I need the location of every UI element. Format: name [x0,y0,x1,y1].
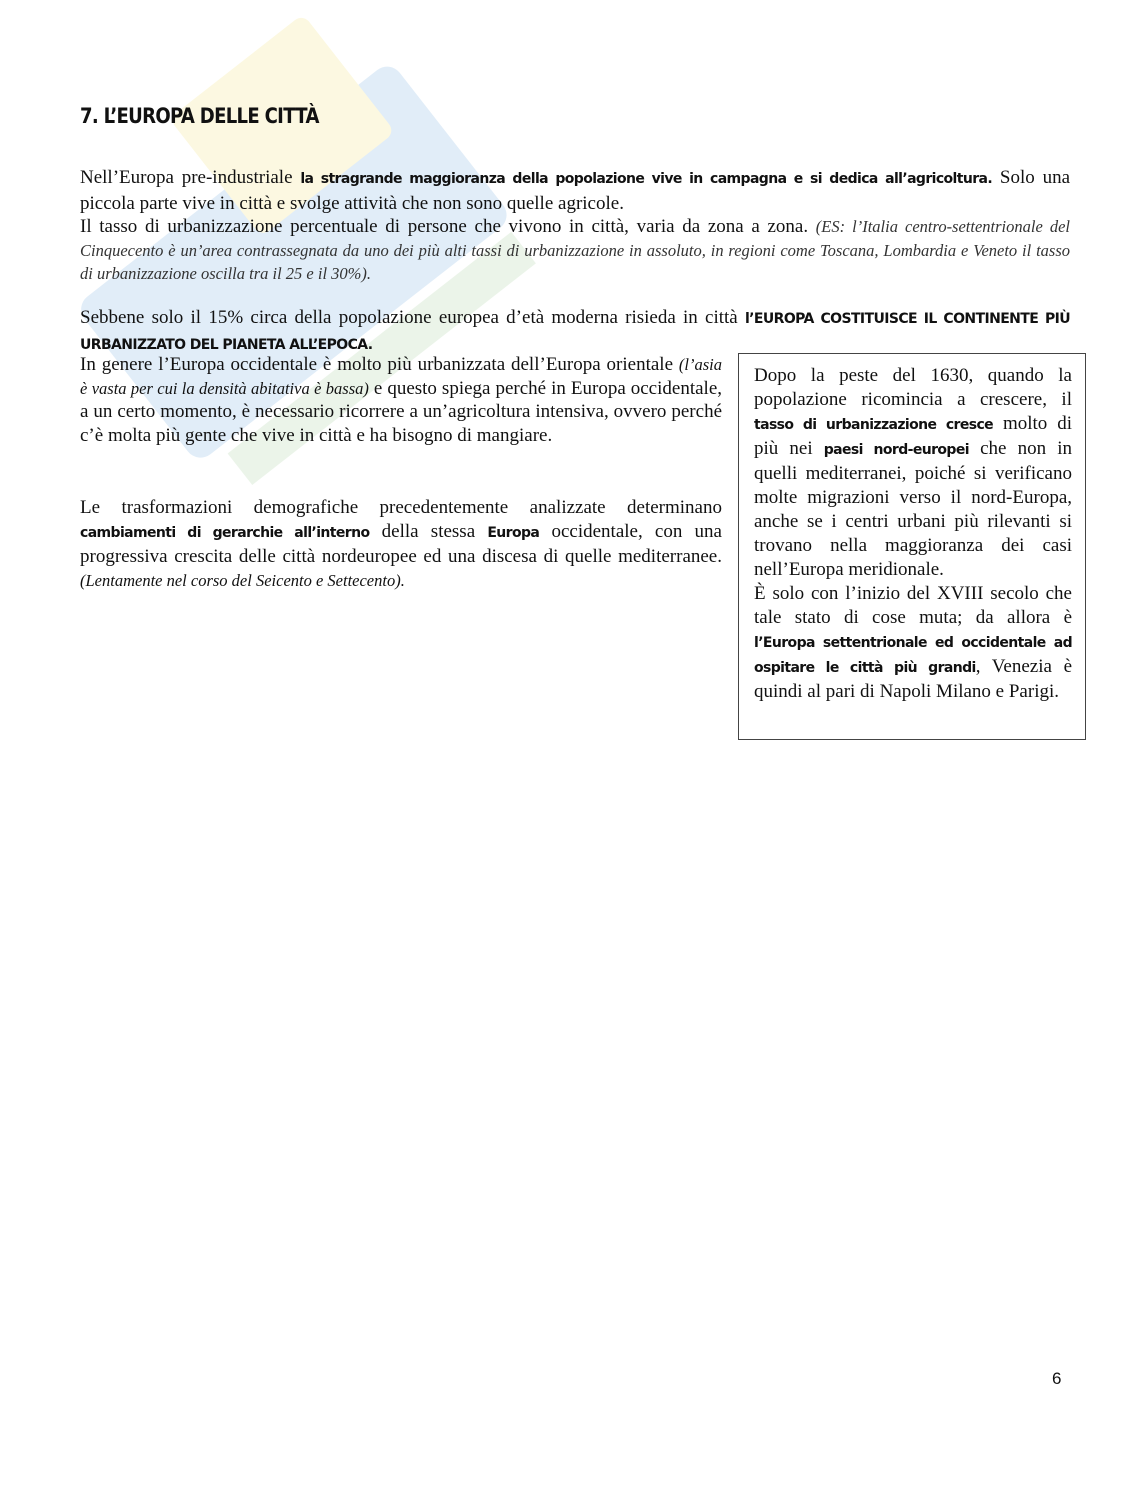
paragraph-pre-industrial: Nell’Europa pre-industriale la stragrande maggioranza della popolazione vive in campagna e si dedica all’agricoltura. Solo una piccola parte vive in città e svolge attività che non sono quelle agricole. Il tasso di urbanizzazione percentuale di persone che vivono in città, varia da zona a zona. (ES: l’Italia centro-settentrionale del Cinquecento è un’area contrassegnata da uno dei più alti tassi di urbanizzazione in assoluto, in regioni come Toscana, Lombardia e Veneto il tasso di urbanizzazione oscilla tra il 25 e il 30%). [80,167,1070,283]
paragraph-west-east: In genere l’Europa occidentale è molto più urbanizzata dell’Europa orientale (l’asia è vasta per cui la densità abitativa è bassa) e questo spiega perché in Europa occidentale, a un certo momento, è necessario ricorrere a un’agricoltura intensiva, ovvero perché c’è molta più gente che vive in città e ha bisogno di mangiare. [80,354,722,446]
section-heading: 7. L’EUROPA DELLE CITTÀ [80,104,319,128]
box-paragraph-1: Dopo la peste del 1630, quando la popolazione ricomincia a crescere, il tasso di urbanizzazione cresce molto di più nei paesi nord-europei che non in quelli mediterranei, poiché si verificano molte migrazioni verso il nord-Europa, anche se i centri urbani più rilevanti si trovano nella maggioranza dei casi nell’Europa meridionale. [754,365,1072,580]
paragraph-hierarchies: Le trasformazioni demografiche precedentemente analizzate determinano cambiamenti di gerarchie all’interno della stessa Europa occidentale, con una progressiva crescita delle città nordeuropee ed una discesa di quelle mediterranee. (Lentamente nel corso del Seicento e Settecento). [80,497,722,590]
page-number: 6 [1052,1369,1062,1388]
paragraph-urbanization: Sebbene solo il 15% circa della popolazione europea d’età moderna risieda in città l’EUROPA COSTITUISCE IL CONTINENTE PIÙ URBANIZZATO DEL PIANETA ALL’EPOCA. [80,307,1070,353]
box-paragraph-2: È solo con l’inizio del XVIII secolo che tale stato di cose muta; da allora è l’Europa settentrionale ed occidentale ad ospitare le città più grandi, Venezia è quindi al pari di Napoli Milano e Parigi. [754,583,1072,702]
sidebar-box [738,353,1086,740]
